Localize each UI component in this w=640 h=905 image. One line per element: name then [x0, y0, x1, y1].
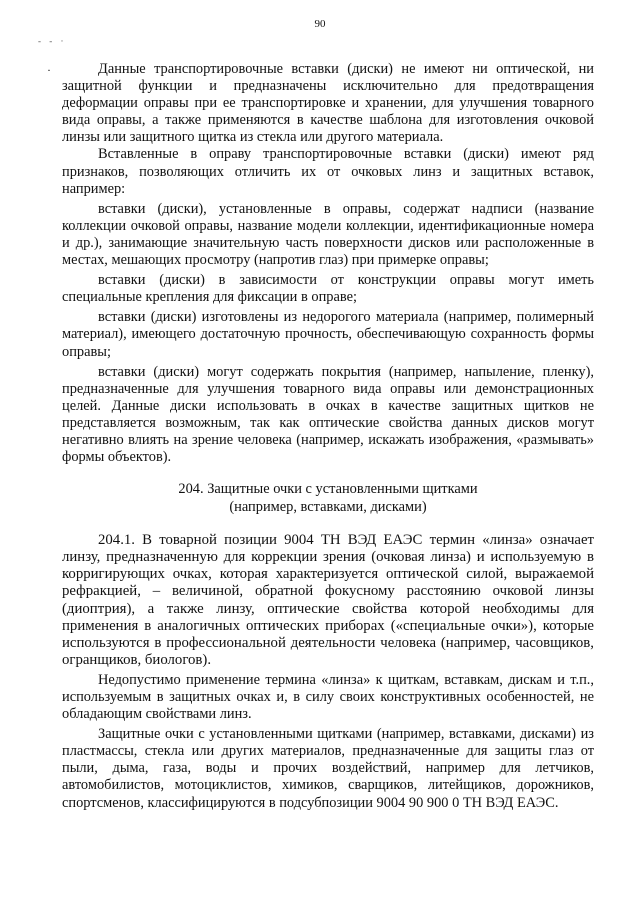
section-heading [62, 481, 594, 516]
paragraph-lens-definition: 204.1. В товарной позиции 9004 ТН ВЭД ЕАЭС термин «линза» означает линзу, предназначенную для коррекции зрения (очковая линза) и используемую в корригирующих очках, которая характеризуется оптической силой, выражаемой рефракцией, – величиной, обратной фокусному расстоянию очковой линзы (диоптрия), а также линзу, оптические свойства которой необходимы для применения в аналогичных оптических приборах («специальные очки»), которые используются в профессиональной деятельности человека (например, часовщиков, огранщиков, биологов). [62, 532, 594, 668]
paragraph-feature-material: вставки (диски) изготовлены из недорогого материала (например, полимерный материал), имеющего достаточную прочность, обеспечивающую сохранность формы оправы; [62, 309, 594, 360]
paragraph-insert-features: Вставленные в оправу транспортировочные вставки (диски) имеют ряд признаков, позволяющих отличить их от очковых линз и защитных вставок, например: [62, 146, 594, 197]
paragraph-transport-inserts: Данные транспортировочные вставки (диски) не имеют ни оптической, ни защитной функции и предназначены исключительно для предотвращения деформации оправы при ее транспортировке и хранении, для улучшения товарного вида оправы, а также применяются в качестве шаблона для изготовления очковой линзы или защитного щитка из стекла или другого материала. [62, 61, 594, 146]
paragraph-feature-coatings: вставки (диски) могут содержать покрытия (например, напыление, пленку), предназначенные для улучшения товарного вида оправы или демонстрационных целей. Данные диски использовать в очках в качестве защитных щитков не представляется возможным, так как оптические свойства данных дисков могут негативно влиять на зрение человека (например, искажать изображения, «размывать» формы объектов). [62, 363, 594, 466]
margin-dot: · [47, 63, 51, 77]
section-heading-line2: (например, вставками, дисками) [229, 498, 427, 515]
paragraph-feature-inscriptions: вставки (диски), установленные в оправы, содержат надписи (название коллекции очковой оправы, название модели коллекции, идентификационные номера и др.), занимающие значительную часть поверхности дисков или расположенные в местах, мешающих просмотру (напротив глаз) при примерке оправы; [62, 200, 594, 269]
paragraph-lens-term-restriction: Недопустимо применение термина «линза» к щиткам, вставкам, дискам и т.п., используемым в защитных очках и, в силу своих конструктивных особенностей, не обладающим свойствами линз. [62, 671, 594, 723]
page-number: 90 [314, 18, 326, 30]
paragraph-feature-mounts: вставки (диски) в зависимости от конструкции оправы могут иметь специальные крепления для фиксации в оправе; [62, 272, 594, 306]
section-heading-line1: 204. Защитные очки с установленными щитками [178, 481, 478, 498]
scan-artifact-mark: - - · [38, 36, 67, 46]
document-body [62, 61, 594, 812]
paragraph-protective-goggles-classification: Защитные очки с установленными щитками (например, вставками, дисками) из пластмассы, стекла или других материалов, предназначенные для защиты глаз от пыли, дыма, газа, воды и прочих воздействий, например для летчиков, автомобилистов, мотоциклистов, химиков, сварщиков, литейщиков, дорожников, спортсменов, классифицируются в подсубпозиции 9004 90 900 0 ТН ВЭД ЕАЭС. [62, 726, 594, 811]
